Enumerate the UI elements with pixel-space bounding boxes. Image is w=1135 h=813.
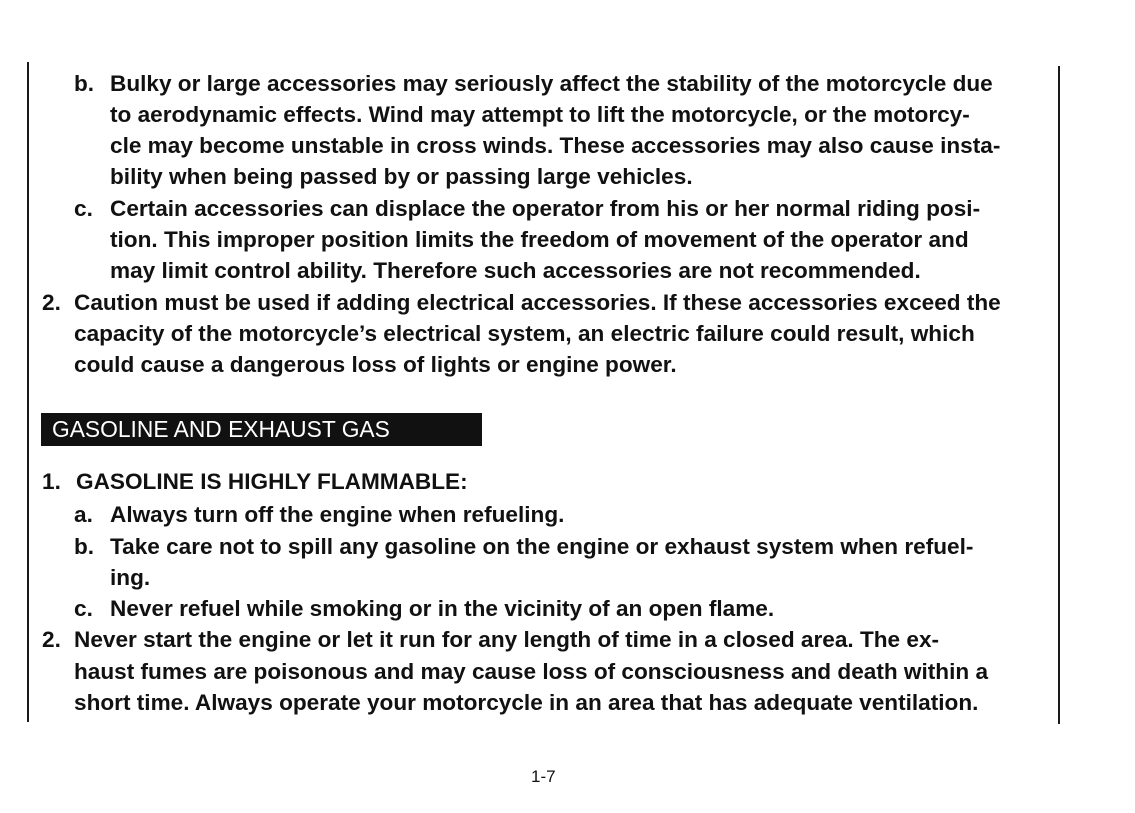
- text-line: haust fumes are poisonous and may cause loss of consciousness and death within a: [74, 659, 989, 684]
- list-marker: 2.: [42, 290, 61, 315]
- text-line: to aerodynamic effects. Wind may attempt to lift the motorcycle, or the motorcy-: [110, 102, 970, 127]
- text-line: Never start the engine or let it run for any length of time in a closed area. The ex-: [74, 627, 940, 652]
- list-marker: a.: [74, 502, 93, 527]
- list-marker: c.: [74, 196, 93, 221]
- list-marker: c.: [74, 596, 93, 621]
- left-margin-rule: [27, 62, 29, 722]
- text-line: Take care not to spill any gasoline on the engine or exhaust system when refuel-: [110, 534, 974, 559]
- text-line: short time. Always operate your motorcycle in an area that has adequate ventilation.: [74, 690, 979, 715]
- text-line: bility when being passed by or passing large vehicles.: [110, 164, 693, 189]
- section-heading: GASOLINE AND EXHAUST GAS: [41, 413, 482, 446]
- page-number: 1-7: [531, 767, 556, 786]
- list-marker: b.: [74, 534, 95, 559]
- text-line: ing.: [110, 565, 151, 590]
- text-line: Caution must be used if adding electrical accessories. If these accessories exceed the: [74, 290, 1001, 315]
- text-line: Always turn off the engine when refueling.: [110, 502, 565, 527]
- right-margin-rule: [1058, 66, 1060, 724]
- list-item-title: GASOLINE IS HIGHLY FLAMMABLE:: [76, 469, 468, 494]
- text-line: could cause a dangerous loss of lights or engine power.: [74, 352, 677, 377]
- text-line: Bulky or large accessories may seriously affect the stability of the motorcycle due: [110, 71, 993, 96]
- list-marker: 1.: [42, 469, 61, 494]
- text-line: may limit control ability. Therefore such accessories are not recommended.: [110, 258, 921, 283]
- list-marker: b.: [74, 71, 95, 96]
- list-marker: 2.: [42, 627, 61, 652]
- text-line: tion. This improper position limits the freedom of movement of the operator and: [110, 227, 969, 252]
- text-line: cle may become unstable in cross winds. These accessories may also cause insta-: [110, 133, 1001, 158]
- text-line: Never refuel while smoking or in the vicinity of an open flame.: [110, 596, 775, 621]
- text-line: Certain accessories can displace the operator from his or her normal riding posi-: [110, 196, 981, 221]
- text-line: capacity of the motorcycle’s electrical system, an electric failure could result, which: [74, 321, 975, 346]
